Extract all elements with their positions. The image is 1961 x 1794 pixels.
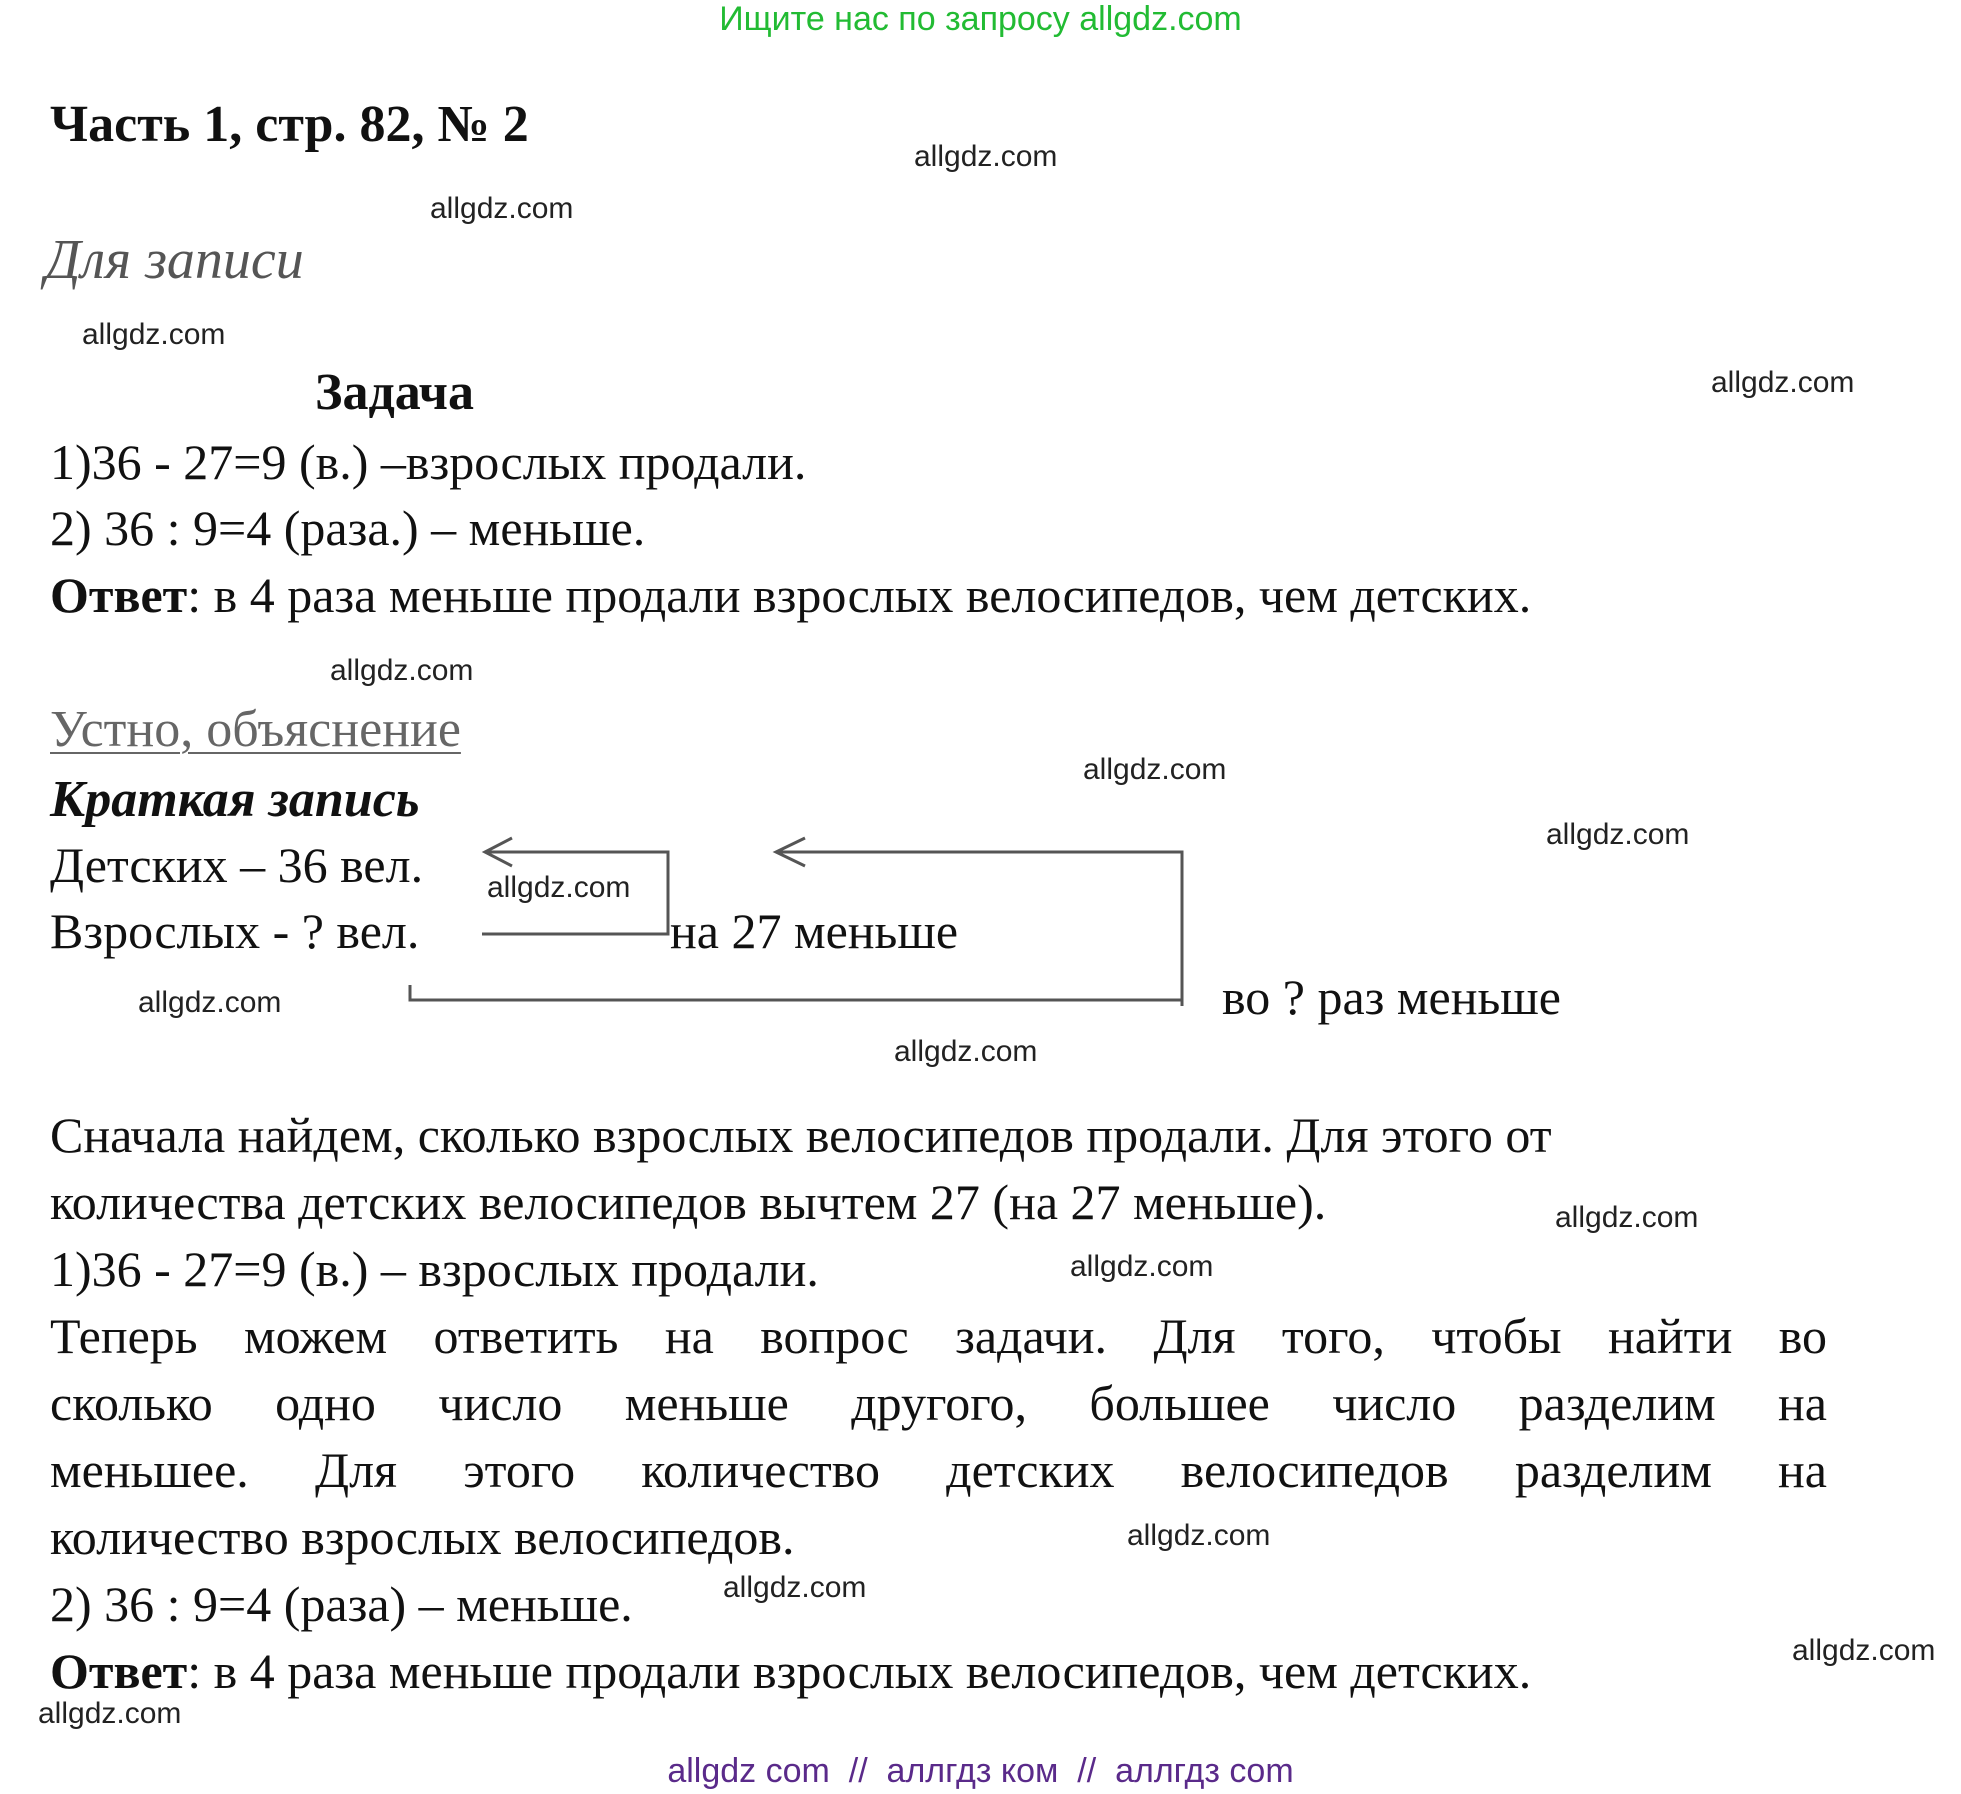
paragraph1-line1: Сначала найдем, сколько взрослых велосипедов продали. Для этого от: [50, 1107, 1552, 1163]
answer-text: : в 4 раза меньше продали взрослых велосипедов, чем детских.: [187, 567, 1532, 623]
watermark: allgdz.com: [1083, 753, 1227, 786]
answer-text: : в 4 раза меньше продали взрослых велосипедов, чем детских.: [187, 1643, 1532, 1699]
watermark: allgdz.com: [1070, 1250, 1214, 1283]
watermark: allgdz.com: [723, 1571, 867, 1604]
watermark: allgdz.com: [914, 140, 1058, 173]
short-record-heading: Краткая запись: [50, 771, 420, 828]
watermark: allgdz.com: [1555, 1201, 1699, 1234]
paragraph1-line2: количества детских велосипедов вычтем 27 (на 27 меньше).: [50, 1174, 1327, 1230]
paragraph2-line4: количество взрослых велосипедов.: [50, 1509, 795, 1565]
search-hint: Ищите нас по запросу allgdz.com: [719, 0, 1242, 38]
watermark: allgdz.com: [430, 192, 574, 225]
record-step-2: 2) 36 : 9=4 (раза.) – меньше.: [50, 500, 646, 556]
page-title: Часть 1, стр. 82, № 2: [50, 96, 529, 153]
task-heading: Задача: [315, 364, 474, 421]
watermark: allgdz.com: [38, 1697, 182, 1730]
oral-step-1: 1)36 - 27=9 (в.) – взрослых продали.: [50, 1241, 819, 1297]
record-heading: Для записи: [45, 229, 304, 291]
oral-heading: Устно, объяснение: [50, 701, 461, 758]
answer-label: Ответ: [50, 1643, 188, 1699]
watermark: allgdz.com: [894, 1035, 1038, 1068]
less-by-label: на 27 меньше: [670, 903, 959, 959]
paragraph2-line2: сколько одно число меньше другого, большее число разделим на: [50, 1375, 1827, 1431]
oral-answer: [50, 1641, 1531, 1701]
record-answer: [50, 565, 1531, 625]
oral-step-2: 2) 36 : 9=4 (раза) – меньше.: [50, 1576, 633, 1632]
watermark: allgdz.com: [82, 318, 226, 351]
watermark: allgdz.com: [1546, 818, 1690, 851]
less-by-arrowhead: [485, 838, 512, 866]
times-less-arrowhead: [776, 838, 805, 866]
paragraph2-line3: меньшее. Для этого количество детских велосипедов разделим на: [50, 1442, 1827, 1498]
paragraph2-line1: Теперь можем ответить на вопрос задачи. Для того, чтобы найти во: [50, 1308, 1827, 1364]
watermark: allgdz.com: [330, 654, 474, 687]
kids-line: Детских – 36 вел.: [50, 837, 424, 893]
watermark: allgdz.com: [487, 871, 631, 904]
watermark: allgdz.com: [1792, 1634, 1936, 1667]
adults-line: Взрослых - ? вел.: [50, 903, 420, 959]
footer-links: allgdz com // аллгдз ком // аллгдз com: [667, 1752, 1294, 1790]
times-less-label: во ? раз меньше: [1222, 969, 1561, 1025]
watermark: allgdz.com: [1127, 1519, 1271, 1552]
answer-label: Ответ: [50, 567, 188, 623]
watermark: allgdz.com: [138, 986, 282, 1019]
watermark: allgdz.com: [1711, 366, 1855, 399]
record-step-1: 1)36 - 27=9 (в.) –взрослых продали.: [50, 434, 807, 490]
